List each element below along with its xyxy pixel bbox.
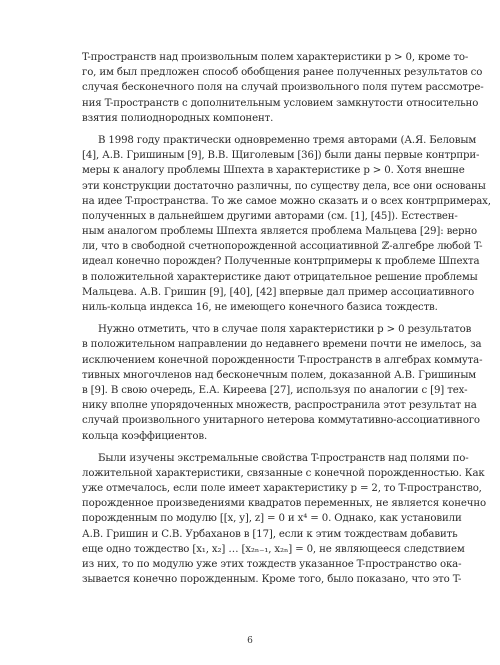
text-line: порожденное произведениями квадратов переменных, не является конечно (82, 498, 487, 510)
text-line: нику вполне упорядоченных множеств, распространила этот результат на (82, 400, 477, 412)
text-line: эти конструкции достаточно различны, по существу дела, все они основаны (82, 180, 486, 192)
paragraph-2 (82, 133, 491, 315)
text-line: в положительном направлении до недавнего времени почти не имелось, за (82, 339, 482, 351)
text-line: уже отмечалось, если поле имеет характеристику p = 2, то T-пространство, (82, 483, 482, 495)
text-line: исключением конечной порожденности T-пространств в алгебрах коммута- (82, 354, 483, 366)
text-line: кольца коэффициентов. (82, 430, 208, 442)
paragraph-1 (82, 50, 484, 126)
text-line: ниль-кольца индекса 16, не имеющего конечного базиса тождеств. (82, 302, 438, 313)
text-line: [4], А.В. Гришиным [9], В.В. Щиголевым [36]) были даны первые контрпри- (82, 150, 480, 162)
text-line: в [9]. В свою очередь, Е.А. Киреева [27], используя по аналогии с [9] тех- (82, 384, 468, 396)
text-line: Нужно отметить, что в случае поля характеристики p > 0 результатов (98, 324, 472, 336)
text-line: T-пространств над произвольным полем характеристики p > 0, кроме то- (82, 52, 469, 63)
text-line: взятия полиоднородных компонент. (82, 112, 274, 124)
text-line: го, им был предложен способ обобщения ранее полученных результатов со (82, 67, 483, 79)
body-text (82, 50, 491, 587)
text-line: ния T-пространств с дополнительным условием замкнутости относительно (82, 97, 479, 109)
paragraph-3 (82, 322, 483, 444)
text-line: В 1998 году практически одновременно тремя авторами (А.Я. Беловым (98, 134, 477, 146)
text-line: случая бесконечного поля на случай произвольного поля путем рассмотре- (82, 82, 484, 94)
text-line: Были изучены экстремальные свойства T-пространств над полями по- (98, 452, 469, 464)
text-line: порожденным по модулю [[x, y], z] = 0 и x⁴ = 0. Однако, как установили (82, 513, 462, 525)
text-line: полученных в дальнейшем другими авторами (см. [1], [45]). Естествен- (82, 210, 458, 222)
text-line: ложительной характеристики, связанные с конечной порожденностью. Как (82, 467, 485, 479)
page-number: 6 (247, 636, 253, 646)
text-line: в положительной характеристике дают отрицательное решение проблемы (82, 271, 478, 283)
text-line: ли, что в свободной счетнопорожденной ассоциативной ℤ-алгебре любой T- (82, 241, 483, 253)
text-line: меры к аналогу проблемы Шпехта в характеристике p > 0. Хотя внешне (82, 165, 465, 177)
text-line: случай произвольного унитарного нетерова коммутативно-ассоциативного (82, 415, 480, 427)
text-line: тивных многочленов над бесконечным полем, доказанной А.В. Гришиным (82, 369, 477, 381)
text-line: ным аналогом проблемы Шпехта является проблема Мальцева [29]: верно (82, 226, 478, 238)
text-line: Мальцева. А.В. Гришин [9], [40], [42] впервые дал пример ассоциативного (82, 286, 475, 298)
text-line: идеал конечно порожден? Полученные контрпримеры к проблеме Шпехта (82, 256, 480, 268)
text-line: на идее T-пространства. То же самое можно сказать и о всех контрпримерах, (82, 195, 491, 207)
paragraph-4 (82, 451, 487, 588)
text-line: из них, то по модулю уже этих тождеств указанное T-пространство ока- (82, 559, 462, 570)
text-line: еще одно тождество [x₁, x₂] … [x₂ₙ₋₁, x₂ₙ] = 0, не являющееся следствием (82, 543, 465, 555)
text-line: А.В. Гришин и С.В. Урбаханов в [17], если к этим тождествам добавить (82, 528, 458, 540)
text-line: зывается конечно порожденным. Кроме того, было показано, что это T- (82, 574, 462, 586)
